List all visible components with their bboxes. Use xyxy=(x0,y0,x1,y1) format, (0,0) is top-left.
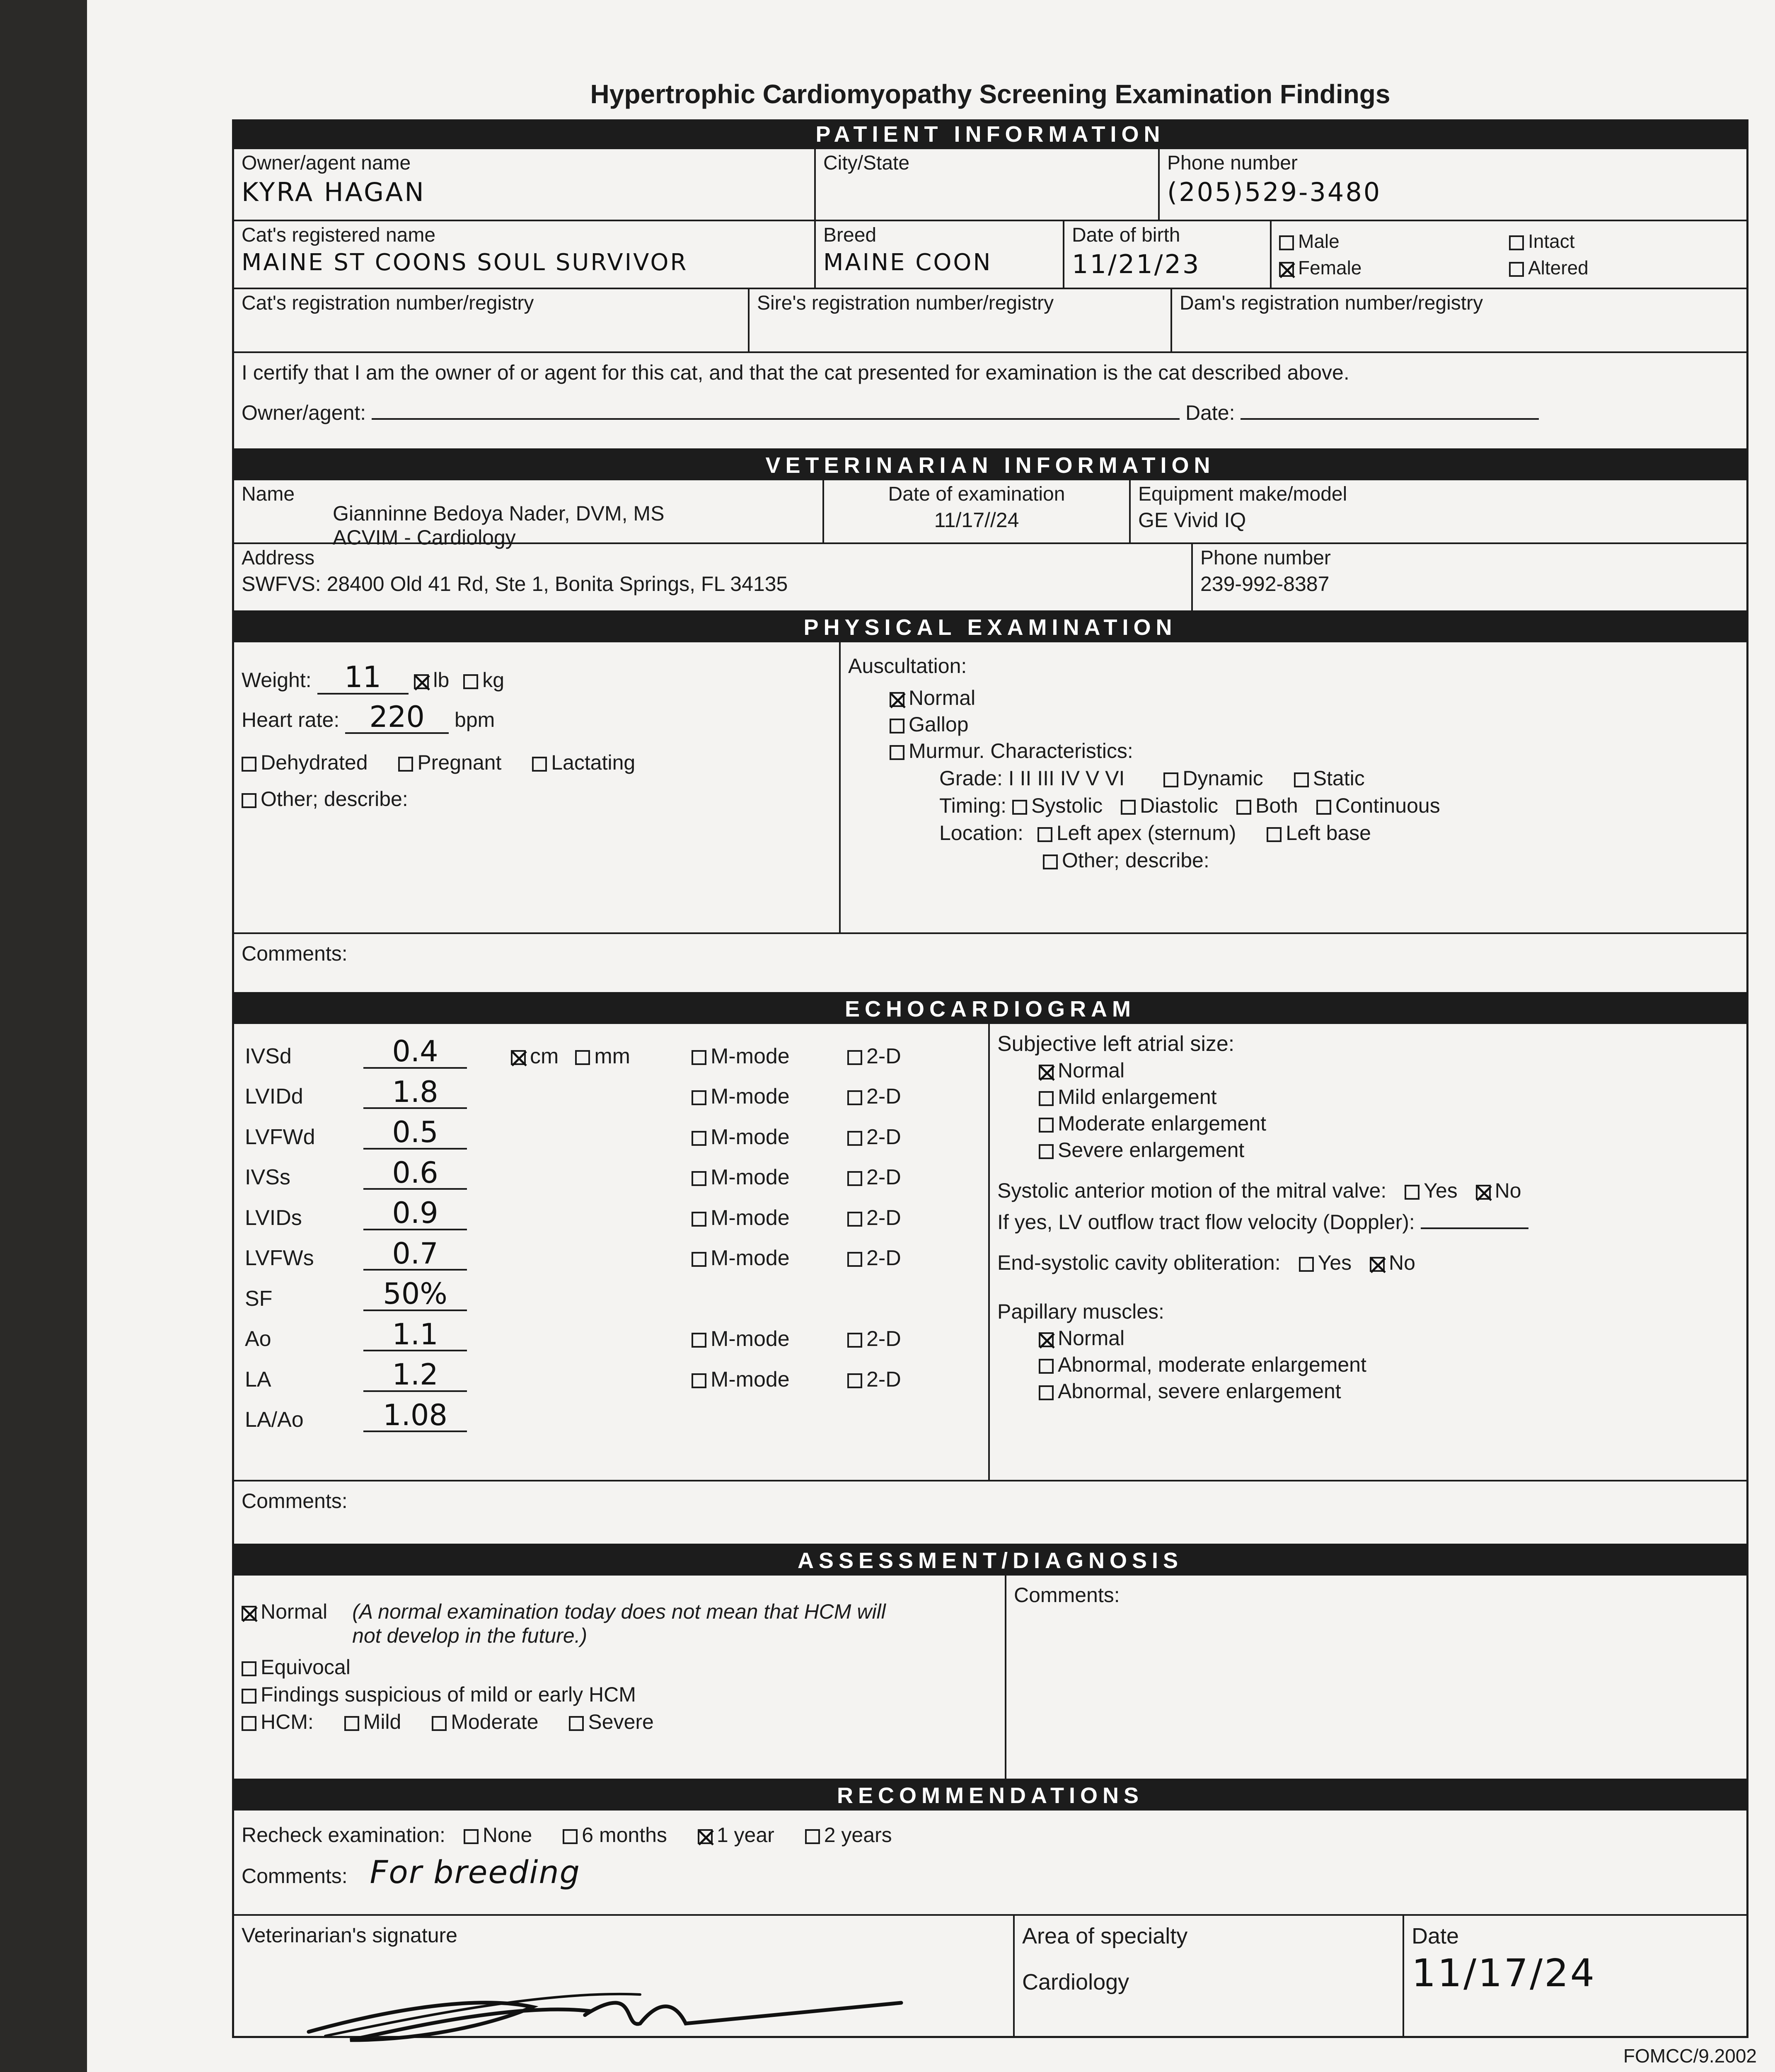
hcm-mild-checkbox[interactable] xyxy=(344,1716,359,1731)
recommendations-section xyxy=(232,1811,1748,2038)
echo-row xyxy=(242,1154,981,1194)
hcm-screening-form xyxy=(232,79,1757,2067)
physical-exam-band: PHYSICAL EXAMINATION xyxy=(232,612,1748,642)
echo-comments-label: Comments: xyxy=(242,1489,348,1513)
echo-band: ECHOCARDIOGRAM xyxy=(232,994,1748,1024)
certify-date-line[interactable] xyxy=(1241,418,1539,420)
mmode-label: M-mode xyxy=(711,1165,790,1189)
assessment-section xyxy=(232,1576,1748,1781)
2d-label: 2-D xyxy=(866,1327,901,1351)
auscultation-label: Auscultation: xyxy=(848,654,967,678)
specialty-value: Cardiology xyxy=(1022,1970,1129,1995)
dob-value: 11/21/23 xyxy=(1072,249,1201,279)
sex-intact[interactable]: Intact xyxy=(1509,230,1714,252)
equivocal-checkbox[interactable] xyxy=(242,1661,256,1676)
2d-label: 2-D xyxy=(866,1367,901,1392)
eso-yes-checkbox[interactable] xyxy=(1299,1257,1314,1272)
static-checkbox[interactable] xyxy=(1294,772,1309,787)
echo-measure-value[interactable]: 1.8 xyxy=(363,1077,467,1109)
recheck-none-checkbox[interactable] xyxy=(464,1829,479,1844)
left-apex-checkbox[interactable] xyxy=(1037,827,1052,842)
vet-address-label: Address xyxy=(242,547,315,569)
hcm-moderate-option[interactable]: Moderate xyxy=(432,1710,538,1734)
pregnant-option[interactable]: Pregnant xyxy=(398,750,501,775)
mmode-checkbox[interactable] xyxy=(692,1252,706,1267)
sam-no-checkbox[interactable] xyxy=(1476,1185,1491,1200)
echo-row xyxy=(242,1194,981,1234)
2d-checkbox[interactable] xyxy=(847,1050,862,1065)
2d-checkbox[interactable] xyxy=(847,1252,862,1267)
echo-measure-value[interactable]: 50% xyxy=(363,1279,467,1311)
mmode-checkbox[interactable] xyxy=(692,1171,706,1186)
assessment-normal-checkbox[interactable] xyxy=(242,1606,256,1621)
equipment-value: GE Vivid IQ xyxy=(1138,508,1246,532)
dob-label: Date of birth xyxy=(1072,224,1180,246)
cat-name-label: Cat's registered name xyxy=(242,224,436,246)
echo-measure-label: LVFWd xyxy=(245,1125,315,1149)
echo-measure-value[interactable]: 0.7 xyxy=(363,1239,467,1271)
2d-checkbox[interactable] xyxy=(847,1090,862,1105)
both-checkbox[interactable] xyxy=(1236,800,1251,815)
sam-yes-checkbox[interactable] xyxy=(1405,1185,1420,1200)
city-state-label: City/State xyxy=(823,152,910,174)
hcm-severe-option[interactable]: Severe xyxy=(569,1710,653,1734)
cat-registration-label: Cat's registration number/registry xyxy=(242,292,534,314)
la-size-label: Subjective left atrial size: xyxy=(997,1032,1235,1056)
ausc-normal-label: Normal xyxy=(909,686,976,709)
echo-measurements-table xyxy=(242,1032,981,1436)
location-left-base-option[interactable]: Left base xyxy=(1267,821,1371,845)
cm-label: cm xyxy=(530,1044,559,1068)
pap-moderate-label: Abnormal, moderate enlargement xyxy=(1058,1353,1366,1377)
echo-measure-label: IVSd xyxy=(245,1044,292,1068)
assessment-comments-label: Comments: xyxy=(1014,1583,1120,1607)
la-normal-checkbox[interactable] xyxy=(1039,1065,1054,1080)
hcm-severe-checkbox[interactable] xyxy=(569,1716,584,1731)
la-moderate-label: Moderate enlargement xyxy=(1058,1112,1267,1135)
hcm-checkbox[interactable] xyxy=(242,1716,256,1731)
heart-rate-label: Heart rate: xyxy=(242,708,340,731)
hcm-option[interactable]: HCM: xyxy=(242,1710,314,1734)
kg-checkbox[interactable] xyxy=(463,674,478,689)
echo-section xyxy=(232,1024,1748,1546)
physical-other-checkbox[interactable] xyxy=(242,793,256,808)
left-base-checkbox[interactable] xyxy=(1267,827,1282,842)
echo-measure-label: Ao xyxy=(245,1327,271,1351)
owner-agent-label: Owner/agent: xyxy=(242,401,366,424)
assessment-normal-label: Normal xyxy=(261,1600,328,1623)
recheck-none-option[interactable]: None xyxy=(464,1823,532,1847)
form-paper xyxy=(87,0,1775,2072)
eso-no-checkbox[interactable] xyxy=(1370,1257,1385,1272)
hcm-mild-option[interactable]: Mild xyxy=(344,1710,401,1734)
intact-checkbox[interactable] xyxy=(1509,235,1524,250)
recheck-6-months-checkbox[interactable] xyxy=(563,1829,578,1844)
2d-checkbox[interactable] xyxy=(847,1212,862,1227)
mmode-label: M-mode xyxy=(711,1205,790,1230)
sam-no-label: No xyxy=(1494,1179,1521,1203)
location-left-apex-option[interactable]: Left apex (sternum) xyxy=(1037,821,1236,845)
vet-signature xyxy=(300,1978,922,2044)
timing-systolic-option[interactable]: Systolic xyxy=(1012,794,1103,818)
exam-date-value: 11/17//24 xyxy=(934,508,1019,532)
pregnant-checkbox[interactable] xyxy=(398,757,413,772)
echo-measure-value[interactable]: 1.2 xyxy=(363,1360,467,1392)
certification-text: I certify that I am the owner of or agent for this cat, and that the cat presented for examination is the cat described above. xyxy=(242,361,1349,384)
form-title: Hypertrophic Cardiomyopathy Screening Examination Findings xyxy=(590,79,1390,109)
echo-measure-value[interactable]: 0.6 xyxy=(363,1158,467,1190)
lactating-option[interactable]: Lactating xyxy=(532,750,635,775)
mm-label: mm xyxy=(594,1044,630,1068)
2d-checkbox[interactable] xyxy=(847,1131,862,1146)
lb-checkbox[interactable] xyxy=(414,674,429,689)
la-moderate-checkbox[interactable] xyxy=(1039,1118,1054,1133)
male-checkbox[interactable] xyxy=(1279,235,1294,250)
owner-agent-signature-line[interactable] xyxy=(372,418,1180,420)
echo-measure-value[interactable]: 0.4 xyxy=(363,1036,467,1069)
echo-measure-value[interactable]: 1.08 xyxy=(363,1400,467,1433)
mmode-label: M-mode xyxy=(711,1327,790,1351)
location-other-option[interactable]: Other; describe: xyxy=(1043,848,1209,872)
echo-measure-label: LVIDd xyxy=(245,1084,303,1109)
recheck-6-months-option[interactable]: 6 months xyxy=(563,1823,667,1847)
la-severe-label: Severe enlargement xyxy=(1058,1138,1245,1162)
form-code: FOMCC/9.2002 xyxy=(1623,2045,1757,2067)
mmode-checkbox[interactable] xyxy=(692,1131,706,1146)
female-checkbox[interactable] xyxy=(1279,262,1294,277)
kg-label: kg xyxy=(482,668,505,692)
pap-severe-label: Abnormal, severe enlargement xyxy=(1058,1380,1341,1403)
suspicious-label: Findings suspicious of mild or early HCM xyxy=(261,1683,636,1706)
weight-label: Weight: xyxy=(242,668,312,692)
timing-both-option[interactable]: Both xyxy=(1236,794,1298,818)
certify-date-label: Date: xyxy=(1185,401,1235,424)
physical-exam-section xyxy=(232,642,1748,994)
la-severe-checkbox[interactable] xyxy=(1039,1144,1054,1159)
pap-severe-checkbox[interactable] xyxy=(1039,1385,1054,1400)
mmode-label: M-mode xyxy=(711,1125,790,1149)
sign-date-label: Date xyxy=(1412,1924,1459,1949)
continuous-checkbox[interactable] xyxy=(1316,800,1331,815)
2d-label: 2-D xyxy=(866,1084,901,1109)
assessment-band: ASSESSMENT/DIAGNOSIS xyxy=(232,1546,1748,1576)
murmur-location-label: Location: xyxy=(939,821,1023,845)
recheck-1-year-checkbox[interactable] xyxy=(698,1829,713,1844)
eso-yes-label: Yes xyxy=(1318,1251,1352,1275)
diastolic-checkbox[interactable] xyxy=(1121,800,1136,815)
2d-checkbox[interactable] xyxy=(847,1373,862,1388)
sam-label: Systolic anterior motion of the mitral valve: xyxy=(997,1179,1387,1203)
mmode-label: M-mode xyxy=(711,1084,790,1109)
vet-info-band: VETERINARIAN INFORMATION xyxy=(232,450,1748,480)
recheck-2-years-checkbox[interactable] xyxy=(805,1829,820,1844)
vet-signature-label: Veterinarian's signature xyxy=(242,1924,457,1947)
mmode-checkbox[interactable] xyxy=(692,1090,706,1105)
2d-label: 2-D xyxy=(866,1165,901,1189)
dehydrated-option[interactable]: Dehydrated xyxy=(242,750,368,775)
ausc-murmur-label: Murmur. Characteristics: xyxy=(909,739,1133,762)
echo-row xyxy=(242,1113,981,1154)
phone-label: Phone number xyxy=(1167,152,1298,174)
echo-measure-label: SF xyxy=(245,1286,273,1311)
outflow-velocity-line[interactable] xyxy=(1421,1227,1528,1229)
vet-info-section xyxy=(232,480,1748,612)
vet-name-label: Name xyxy=(242,483,295,505)
la-normal-label: Normal xyxy=(1058,1059,1125,1082)
sex-female[interactable]: Female xyxy=(1279,257,1484,279)
murmur-static-option[interactable]: Static xyxy=(1294,766,1365,790)
mm-checkbox[interactable] xyxy=(575,1050,590,1065)
echo-measure-label: LA/Ao xyxy=(245,1408,304,1432)
echo-row xyxy=(242,1234,981,1275)
sex-male[interactable]: Male xyxy=(1279,230,1484,252)
dehydrated-checkbox[interactable] xyxy=(242,757,256,772)
echo-measure-value[interactable]: 0.5 xyxy=(363,1117,467,1150)
ausc-gallop-checkbox[interactable] xyxy=(890,719,904,733)
echo-row xyxy=(242,1073,981,1113)
breed-value: MAINE COON xyxy=(823,249,992,276)
mmode-checkbox[interactable] xyxy=(692,1373,706,1388)
eso-label: End-systolic cavity obliteration: xyxy=(997,1251,1281,1275)
dynamic-checkbox[interactable] xyxy=(1163,772,1178,787)
altered-checkbox[interactable] xyxy=(1509,262,1524,277)
cat-name-value: MAINE ST COONS SOUL SURVIVOR xyxy=(242,249,688,276)
phone-value: (205)529-3480 xyxy=(1167,177,1382,207)
2d-checkbox[interactable] xyxy=(847,1171,862,1186)
sign-date-value: 11/17/24 xyxy=(1412,1951,1596,1996)
physical-other-option[interactable]: Other; describe: xyxy=(242,787,408,811)
specialty-label: Area of specialty xyxy=(1022,1924,1188,1949)
owner-name-value: KYRA HAGAN xyxy=(242,177,426,207)
murmur-dynamic-option[interactable]: Dynamic xyxy=(1163,766,1263,790)
2d-label: 2-D xyxy=(866,1246,901,1270)
hcm-moderate-checkbox[interactable] xyxy=(432,1716,447,1731)
owner-name-label: Owner/agent name xyxy=(242,152,411,174)
papillary-label: Papillary muscles: xyxy=(997,1300,1164,1324)
recheck-1-year-option[interactable]: 1 year xyxy=(698,1823,774,1847)
sire-registration-label: Sire's registration number/registry xyxy=(757,292,1054,314)
ausc-normal-checkbox[interactable] xyxy=(890,692,904,707)
vet-phone-label: Phone number xyxy=(1200,547,1331,569)
dam-registration-label: Dam's registration number/registry xyxy=(1180,292,1483,314)
equipment-label: Equipment make/model xyxy=(1138,483,1347,505)
bpm-label: bpm xyxy=(455,708,495,731)
pap-normal-checkbox[interactable] xyxy=(1039,1332,1054,1347)
sex-altered[interactable]: Altered xyxy=(1509,257,1714,279)
equivocal-label: Equivocal xyxy=(261,1656,351,1679)
ausc-murmur-checkbox[interactable] xyxy=(890,745,904,760)
murmur-timing-label: Timing: xyxy=(939,794,1007,817)
vet-credentials-value: ACVIM - Cardiology xyxy=(333,525,516,549)
echo-measure-label: IVSs xyxy=(245,1165,290,1189)
murmur-grade-label: Grade: I II III IV V VI xyxy=(939,767,1125,790)
vet-name-value: Gianninne Bedoya Nader, DVM, MS xyxy=(333,501,665,525)
echo-row xyxy=(242,1032,981,1073)
pap-moderate-checkbox[interactable] xyxy=(1039,1359,1054,1374)
patient-info-section xyxy=(232,149,1748,450)
mmode-checkbox[interactable] xyxy=(692,1050,706,1065)
vet-phone-value: 239-992-8387 xyxy=(1200,572,1330,595)
normal-note: (A normal examination today does not mean that HCM will not develop in the future.) xyxy=(352,1600,886,1647)
physical-comments-label: Comments: xyxy=(242,942,348,965)
echo-measure-label: LVFWs xyxy=(245,1246,314,1270)
vet-address-value: SWFVS: 28400 Old 41 Rd, Ste 1, Bonita Springs, FL 34135 xyxy=(242,572,788,595)
echo-measure-label: LA xyxy=(245,1367,271,1392)
patient-info-band: PATIENT INFORMATION xyxy=(232,119,1748,149)
location-other-checkbox[interactable] xyxy=(1043,854,1058,869)
2d-checkbox[interactable] xyxy=(847,1333,862,1348)
mmode-label: M-mode xyxy=(711,1044,790,1068)
2d-label: 2-D xyxy=(866,1044,901,1068)
echo-row xyxy=(242,1396,981,1437)
2d-label: 2-D xyxy=(866,1205,901,1230)
timing-continuous-option[interactable]: Continuous xyxy=(1316,794,1440,818)
eso-no-label: No xyxy=(1389,1251,1415,1275)
breed-label: Breed xyxy=(823,224,877,246)
suspicious-checkbox[interactable] xyxy=(242,1689,256,1704)
echo-measure-value[interactable]: 1.1 xyxy=(363,1319,467,1352)
recheck-label: Recheck examination: xyxy=(242,1823,445,1847)
heart-rate-value[interactable]: 220 xyxy=(345,702,449,734)
lb-label: lb xyxy=(433,668,450,692)
systolic-checkbox[interactable] xyxy=(1012,800,1027,815)
recommend-comments-label: Comments: xyxy=(242,1864,348,1888)
echo-measure-value[interactable]: 0.9 xyxy=(363,1198,467,1230)
recheck-2-years-option[interactable]: 2 years xyxy=(805,1823,892,1847)
mmode-label: M-mode xyxy=(711,1367,790,1392)
timing-diastolic-option[interactable]: Diastolic xyxy=(1121,794,1218,818)
mmode-checkbox[interactable] xyxy=(692,1333,706,1348)
recommendations-band: RECOMMENDATIONS xyxy=(232,1781,1748,1811)
pap-normal-label: Normal xyxy=(1058,1326,1125,1350)
la-mild-checkbox[interactable] xyxy=(1039,1091,1054,1106)
sam-yes-label: Yes xyxy=(1424,1179,1458,1203)
outflow-label: If yes, LV outflow tract flow velocity (Doppler): xyxy=(997,1210,1415,1234)
2d-label: 2-D xyxy=(866,1125,901,1149)
cm-checkbox[interactable] xyxy=(511,1050,526,1065)
echo-measure-label: LVIDs xyxy=(245,1205,302,1230)
ausc-gallop-label: Gallop xyxy=(909,713,969,736)
lactating-checkbox[interactable] xyxy=(532,757,547,772)
la-mild-label: Mild enlargement xyxy=(1058,1085,1217,1109)
mmode-checkbox[interactable] xyxy=(692,1212,706,1227)
echo-row xyxy=(242,1356,981,1396)
exam-date-label: Date of examination xyxy=(888,483,1065,505)
recommend-comments-value: For breeding xyxy=(370,1854,580,1890)
mmode-label: M-mode xyxy=(711,1246,790,1270)
echo-row xyxy=(242,1315,981,1356)
weight-value[interactable]: 11 xyxy=(317,662,409,695)
echo-row xyxy=(242,1275,981,1315)
